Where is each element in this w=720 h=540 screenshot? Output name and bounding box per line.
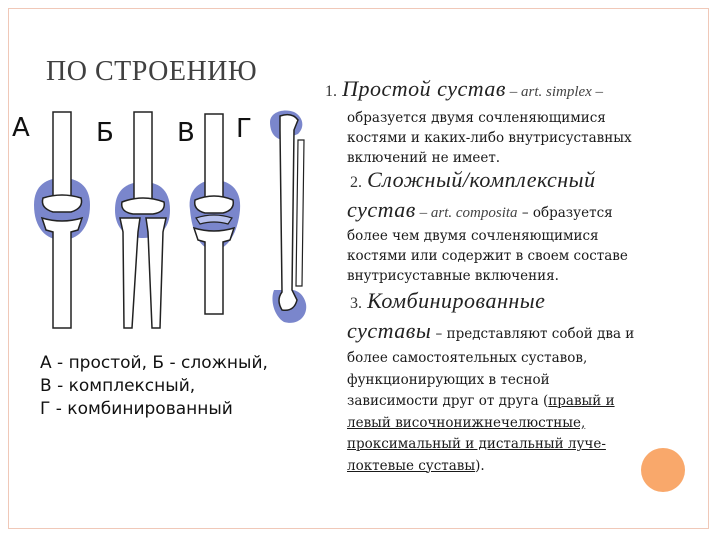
item-2-line: костями или содержит в своем составе <box>347 248 628 264</box>
item-3-number: 3. <box>350 295 362 312</box>
item-3-tail: ). <box>475 457 485 474</box>
label-g: Г <box>236 114 252 144</box>
item-2-line: более чем двумя сочленяющимися <box>347 228 599 244</box>
caption-line: В - комплексный, <box>40 376 196 396</box>
item-1-latin: – art. simplex – <box>505 84 604 100</box>
item-2-heading-cont <box>347 197 613 223</box>
item-2-heading <box>350 167 596 193</box>
figure-caption <box>40 352 268 421</box>
slide-title: ПО СТРОЕНИЮ <box>46 56 258 87</box>
item-3-line3-pre: зависимости друг от друга ( <box>347 393 549 409</box>
item-1-line: образуется двумя сочленяющимися <box>347 110 606 126</box>
decorative-orange-circle <box>641 448 685 492</box>
item-3-heading <box>350 288 545 314</box>
item-3-line <box>347 391 615 413</box>
item-3-line <box>347 456 615 478</box>
item-1-heading <box>325 76 603 102</box>
item-2-line: внутрисуставные включения. <box>347 268 559 284</box>
item-3-examples-line: проксимальный и дистальный луче- <box>347 436 606 452</box>
caption-line: А - простой, Б - сложный, <box>40 353 268 373</box>
item-3-examples-line: левый височнонижнечелюстные, <box>347 414 586 431</box>
item-2-term-cont: сустав <box>347 197 416 222</box>
item-3-examples-end: локтевые суставы <box>347 457 476 474</box>
item-3-term: Комбинированные <box>367 288 546 313</box>
item-1-line: включений не имеет. <box>347 150 501 166</box>
joint-types-illustration <box>12 100 317 340</box>
caption-line: Г - комбинированный <box>40 399 233 419</box>
label-b: Б <box>96 118 114 148</box>
item-3-after: – представляют собой два и <box>431 326 635 342</box>
item-3-heading-cont <box>347 318 634 344</box>
item-2-number: 2. <box>350 174 362 191</box>
item-3-text <box>347 348 615 477</box>
item-1-number: 1. <box>325 83 337 100</box>
item-1-text <box>347 108 632 168</box>
joint-b <box>115 112 170 328</box>
item-3-line: функционирующих в тесной <box>347 371 550 388</box>
item-3-line: более самостоятельных суставов, <box>347 350 588 366</box>
item-2-after: – образуется <box>517 205 613 221</box>
item-2-text <box>347 226 628 286</box>
joint-g <box>270 110 306 322</box>
label-v: В <box>177 118 195 148</box>
item-3-examples-link: правый и <box>548 393 615 409</box>
joint-v <box>190 114 241 314</box>
joint-a <box>34 112 90 328</box>
item-2-latin: – art. composita <box>415 205 518 221</box>
item-2-term: Сложный/комплексный <box>367 167 596 192</box>
item-1-term: Простой сустав <box>342 76 506 101</box>
item-1-line: костями и каких-либо внутрисуставных <box>347 130 632 146</box>
label-a: А <box>12 113 30 143</box>
item-3-term-cont: суставы <box>347 318 432 343</box>
